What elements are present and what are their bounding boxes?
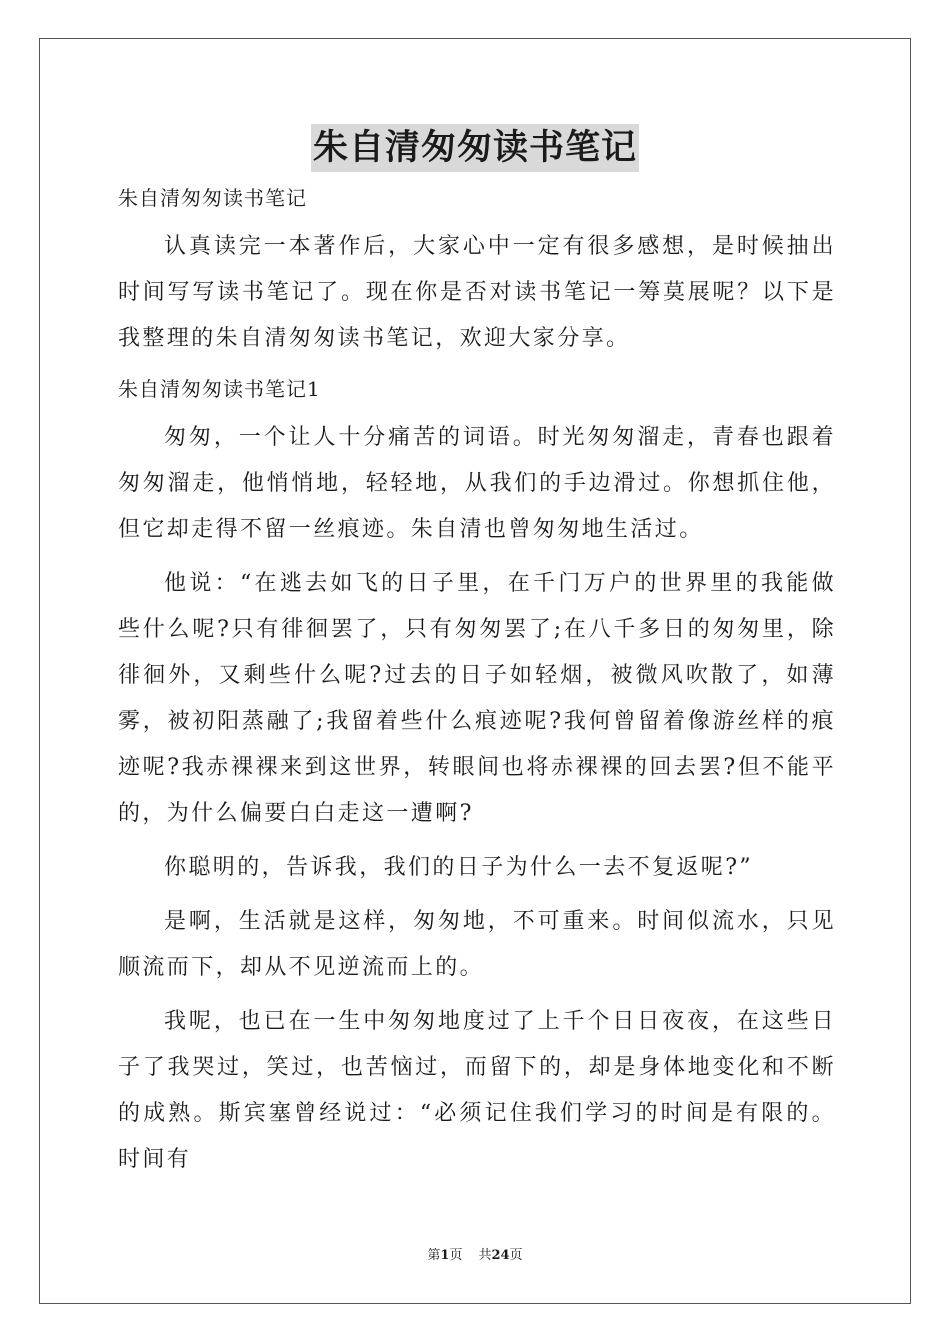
body-paragraph-4: 是啊，生活就是这样，匆匆地，不可重来。时间似流水，只见顺流而下，却从不见逆流而上的。 [118,909,836,980]
subtitle: 朱自清匆匆读书笔记 [118,186,307,210]
page-prefix: 第 [427,1248,441,1263]
title-container [0,124,950,172]
page-suffix: 页 [449,1248,463,1263]
intro-paragraph: 认真读完一本著作后，大家心中一定有很多感想，是时候抽出时间写写读书笔记了。现在你是否对读书笔记一筹莫展呢？以下是我整理的朱自清匆匆读书笔记，欢迎大家分享。 [118,234,836,351]
page-number: 1 [440,1248,450,1263]
document-body [118,177,836,1183]
body-paragraph-2: 他说：“在逃去如飞的日子里，在千门万户的世界里的我能做些什么呢?只有徘徊罢了，只有匆匆罢了;在八千多日的匆匆里，除徘徊外，又剩些什么呢?过去的日子如轻烟，被微风吹散了，如薄雾，被初阳蒸融了;我留着些什么痕迹呢?我何曾留着像游丝样的痕迹呢?我赤裸裸来到这世界，转眼间也将赤裸裸的回去罢?但不能平的，为什么偏要白白走这一遭啊? [118,571,836,826]
body-paragraph-3: 你聪明的，告诉我，我们的日子为什么一去不复返呢?” [164,855,754,880]
section-heading-1: 朱自清匆匆读书笔记1 [118,377,321,401]
total-pages: 24 [491,1248,510,1263]
document-title: 朱自清匆匆读书笔记 [311,124,639,172]
body-paragraph-1: 匆匆，一个让人十分痛苦的词语。时光匆匆溜走，青春也跟着匆匆溜走，他悄悄地，轻轻地，从我们的手边滑过。你想抓住他，但它却走得不留一丝痕迹。朱自清也曾匆匆地生活过。 [118,425,836,542]
total-prefix: 共 [478,1248,492,1263]
body-paragraph-5: 我呢，也已在一生中匆匆地度过了上千个日日夜夜，在这些日子了我哭过，笑过，也苦恼过，而留下的，却是身体地变化和不断的成熟。斯宾塞曾经说过：“必须记住我们学习的时间是有限的。时间有 [118,1009,836,1172]
page-footer [0,1247,950,1265]
total-suffix: 页 [509,1248,523,1263]
